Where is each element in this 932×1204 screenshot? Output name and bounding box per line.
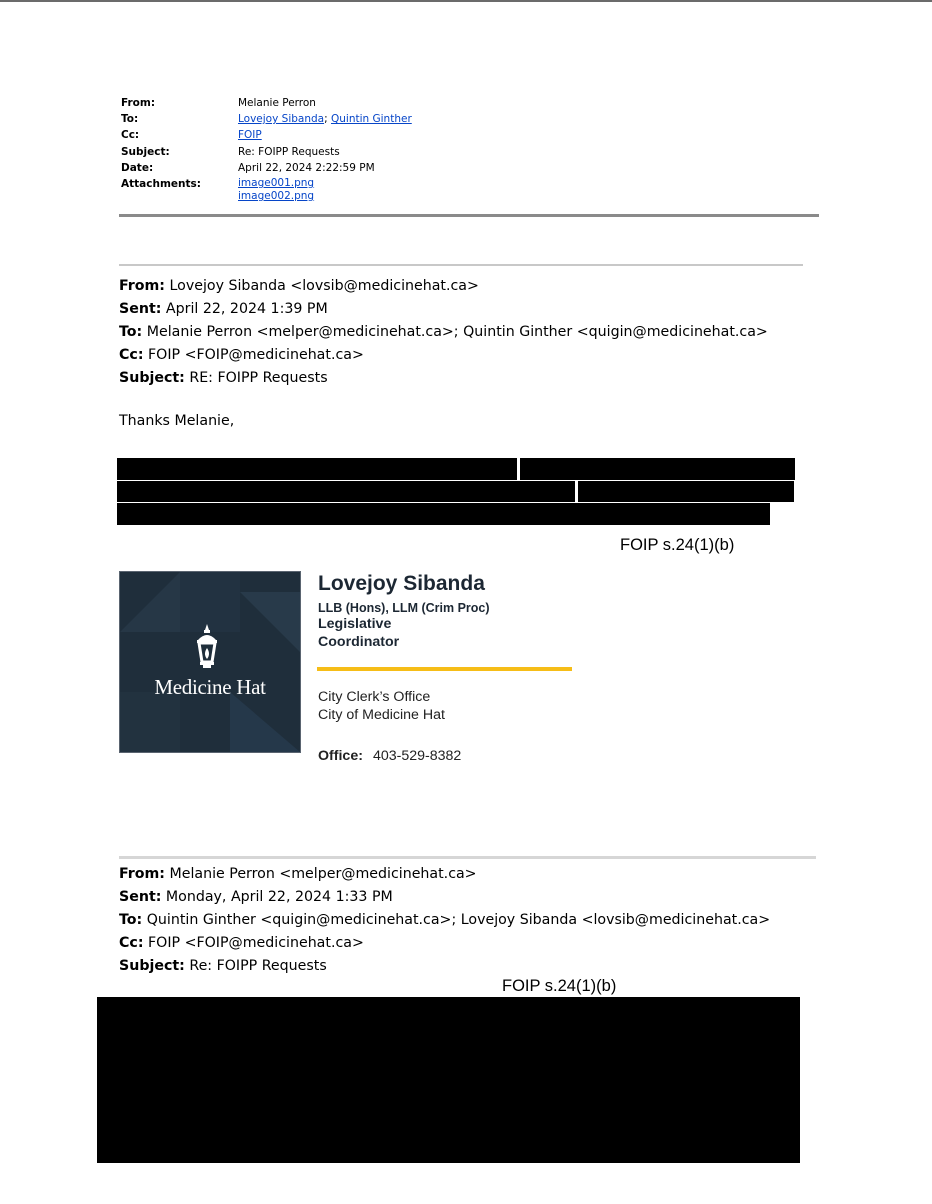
email1-sent-value: April 22, 2024 1:39 PM (165, 301, 328, 317)
email2-header (119, 863, 770, 978)
header-to-label: To: (121, 113, 139, 126)
redaction-label: FOIP s.24(1)(b) (620, 536, 735, 554)
signature-role-line1: Legislative (318, 616, 392, 632)
email1-divider (119, 264, 803, 266)
email1-subject-label: Subject: (119, 370, 185, 386)
email1-cc-label: Cc: (119, 347, 144, 363)
email2-sent-value: Monday, April 22, 2024 1:33 PM (165, 889, 393, 905)
signature-dept-line2: City of Medicine Hat (318, 707, 445, 723)
email2-sent-label: Sent: (119, 889, 162, 905)
attachment-link-1[interactable]: image001.png (238, 176, 315, 189)
email2-cc-value: FOIP <FOIP@medicinehat.ca> (148, 935, 364, 951)
header-from-value: Melanie Perron (238, 97, 316, 109)
email2-to-value: Quintin Ginther <quigin@medicinehat.ca>; Lovejoy Sibanda <lovsib@medicinehat.ca> (146, 912, 771, 928)
email1-to-value: Melanie Perron <melper@medicinehat.ca>; Quintin Ginther <quigin@medicinehat.ca> (146, 324, 768, 340)
email1-sent-label: Sent: (119, 301, 162, 317)
signature-office-phone: 403-529-8382 (372, 748, 462, 764)
redaction-block (117, 458, 517, 480)
signature-role-line2: Coordinator (318, 634, 400, 650)
email1-header (119, 275, 768, 390)
signature-name: Lovejoy Sibanda (318, 572, 485, 595)
email1-from-value: Lovejoy Sibanda <lovsib@medicinehat.ca> (169, 278, 479, 294)
email2-from-value: Melanie Perron <melper@medicinehat.ca> (169, 866, 477, 882)
redaction-block (578, 481, 794, 502)
header-cc-label: Cc: (121, 129, 140, 142)
header-attachments-label: Attachments: (121, 177, 201, 190)
email1-subject-value: RE: FOIPP Requests (189, 370, 328, 386)
signature-office-label: Office: (318, 748, 363, 764)
signature-office (318, 748, 461, 764)
email2-divider (119, 856, 816, 859)
signature-dept-line1: City Clerk’s Office (318, 689, 431, 705)
redaction-block (97, 997, 800, 1163)
lantern-icon (192, 624, 222, 672)
email2-from-label: From: (119, 866, 165, 882)
header-subject-label: Subject: (121, 145, 170, 158)
redaction-label: FOIP s.24(1)(b) (502, 977, 617, 995)
email2-subject-label: Subject: (119, 958, 185, 974)
header-date-label: Date: (121, 161, 154, 174)
header-subject-value: Re: FOIPP Requests (238, 145, 340, 158)
email1-from-label: From: (119, 278, 165, 294)
email1-cc-value: FOIP <FOIP@medicinehat.ca> (148, 347, 364, 363)
logo-text: Medicine Hat (154, 675, 266, 699)
redaction-block (520, 458, 795, 480)
medicine-hat-logo (119, 571, 301, 753)
recipient-link-quintin[interactable]: Quintin Ginther (330, 113, 412, 126)
header-from-label: From: (121, 97, 156, 109)
signature-department (318, 688, 445, 724)
email2-subject-value: Re: FOIPP Requests (189, 958, 327, 974)
signature-credentials: LLB (Hons), LLM (Crim Proc) (318, 601, 490, 615)
email2-cc-label: Cc: (119, 935, 144, 951)
signature-accent-bar (317, 667, 572, 671)
cc-link-foip[interactable]: FOIP (238, 129, 262, 142)
header-date-value: April 22, 2024 2:22:59 PM (238, 161, 375, 174)
recipient-separator: ; (324, 113, 328, 126)
top-border (0, 0, 932, 2)
email1-greeting: Thanks Melanie, (119, 413, 235, 429)
recipient-link-lovejoy[interactable]: Lovejoy Sibanda (238, 113, 325, 126)
redaction-block (117, 503, 770, 525)
redaction-block (117, 481, 575, 502)
email1-to-label: To: (119, 324, 143, 340)
signature-role (318, 615, 399, 651)
header-divider (119, 214, 819, 217)
attachment-link-2[interactable]: image002.png (238, 189, 315, 202)
email2-to-label: To: (119, 912, 143, 928)
